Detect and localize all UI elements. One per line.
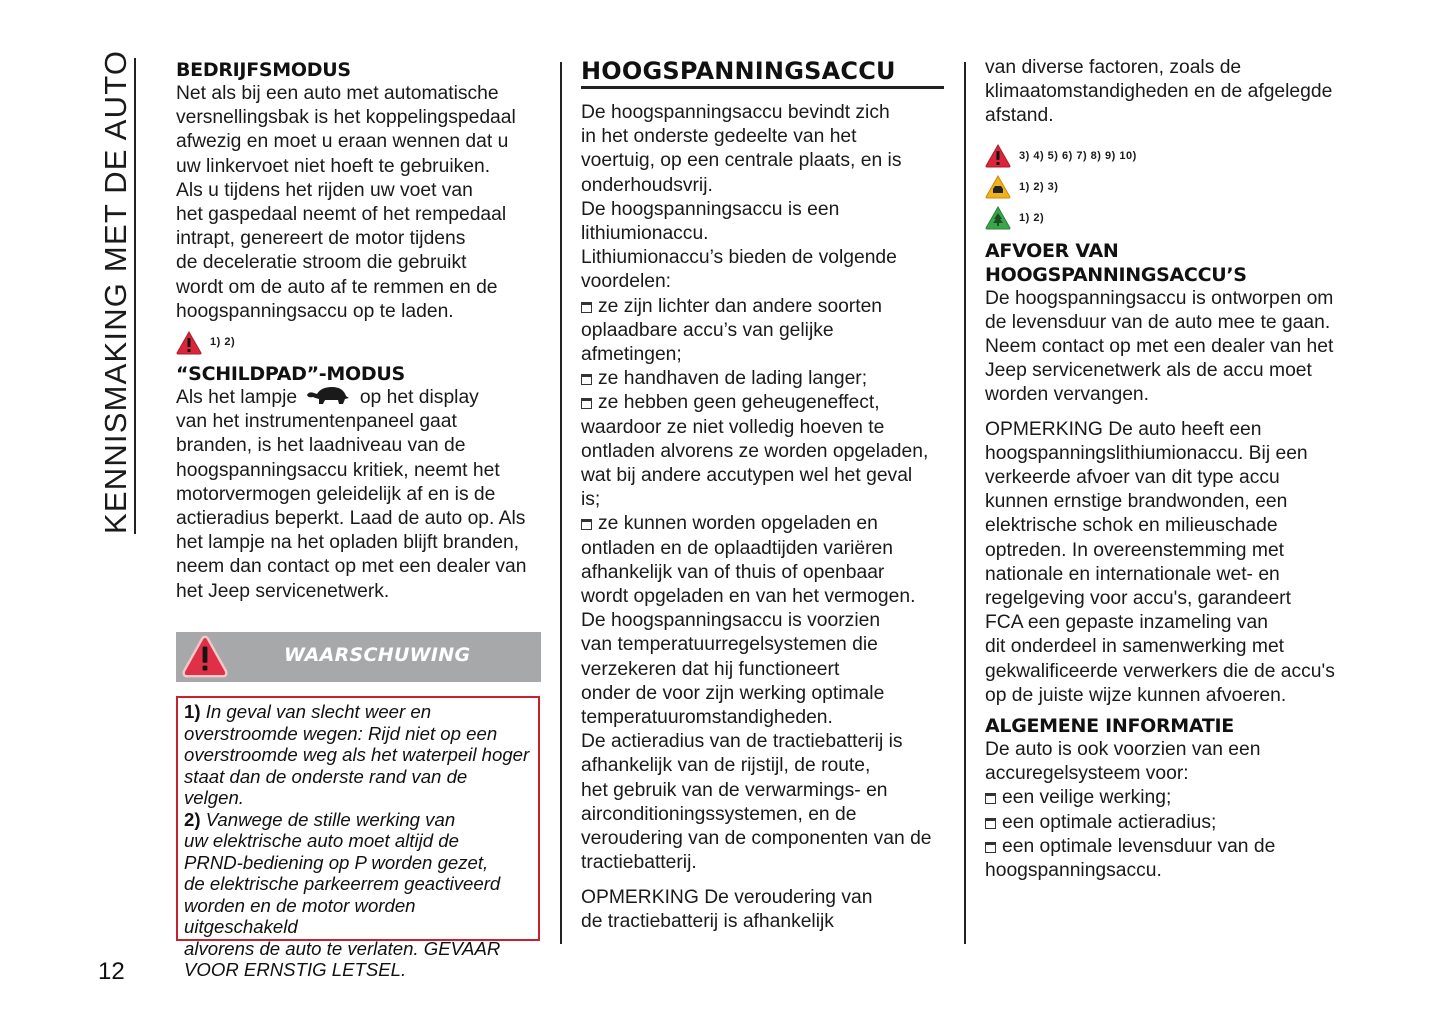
list-item bbox=[581, 391, 946, 415]
spacer bbox=[985, 408, 1353, 418]
column-2 bbox=[581, 56, 946, 934]
text-line: uw linkervoet niet hoeft te gebruiken. bbox=[176, 155, 491, 177]
text-line: VOOR ERNSTIG LETSEL. bbox=[184, 959, 407, 980]
square-bullet-icon bbox=[581, 302, 592, 313]
text-fragment: ze kunnen worden opgeladen en bbox=[598, 513, 878, 535]
text-line: tractiebatterij. bbox=[581, 852, 697, 874]
text-line: De auto is ook voorzien van een bbox=[985, 739, 1261, 761]
text-line: PRND-bediening op P worden gezet, bbox=[184, 851, 489, 873]
paragraph-schildpad bbox=[176, 386, 548, 604]
text-line: afhankelijk van de rijstijl, de route, bbox=[581, 755, 871, 777]
text-line: Net als bij een auto met automatische bbox=[176, 83, 499, 104]
text-line: actieradius beperkt. Laad de auto op. Als bbox=[176, 508, 526, 530]
text-line: accuregelsysteem voor: bbox=[985, 763, 1189, 785]
text-line: neem dan contact op met een dealer van bbox=[176, 556, 527, 578]
paragraph-temperature bbox=[581, 609, 946, 730]
text-line: regelgeving voor accu's, garandeert bbox=[985, 588, 1291, 610]
warning-item-number: 2) bbox=[184, 808, 201, 830]
text-line: het Jeep servicenetwerk. bbox=[176, 580, 390, 602]
text-line: motorvermogen geleidelijk af en is de bbox=[176, 483, 496, 505]
warning-header bbox=[176, 632, 541, 682]
text-line: intrapt, genereert de motor tijdens bbox=[176, 228, 466, 250]
text-fragment: een optimale actieradius; bbox=[1002, 811, 1217, 833]
text-line bbox=[176, 386, 548, 410]
text-fragment: Vanwege de stille werking van bbox=[205, 808, 456, 830]
warning-label: WAARSCHUWING bbox=[284, 644, 471, 666]
text-line: worden vervangen. bbox=[985, 384, 1149, 406]
text-line: de elektrische parkeerrem geactiveerd bbox=[184, 873, 501, 894]
text-line: afstand. bbox=[985, 105, 1054, 127]
list-item bbox=[581, 295, 946, 319]
square-bullet-icon bbox=[581, 398, 592, 409]
chapter-side-title bbox=[98, 49, 136, 534]
reference-numbers: 3) 4) 5) 6) 7) 8) 9) 10) bbox=[1019, 150, 1137, 162]
list-item bbox=[985, 811, 1353, 835]
advantages-list bbox=[581, 295, 946, 610]
list-item bbox=[985, 786, 1353, 810]
text-line: afhankelijk van of thuis of openbaar bbox=[581, 561, 885, 583]
text-line: de levensduur van de auto mee te gaan. bbox=[985, 311, 1331, 333]
vehicle-caution-icon bbox=[985, 175, 1011, 199]
text-line: De hoogspanningsaccu is ontworpen om bbox=[985, 287, 1334, 309]
text-line: elektrische schok en milieuschade bbox=[985, 515, 1278, 537]
text-line: het lampje na het opladen blijft branden, bbox=[176, 532, 520, 554]
text-line: uw elektrische auto moet altijd de bbox=[184, 830, 459, 851]
page-number: 12 bbox=[98, 958, 125, 985]
text-line: alvorens de auto te verlaten. GEVAAR bbox=[184, 937, 501, 959]
chapter-title-text: KENNISMAKING MET DE AUTO bbox=[98, 49, 133, 534]
text-fragment: Als het lampje bbox=[176, 387, 298, 409]
list-item bbox=[985, 835, 1353, 859]
text-line: nationale en internationale wet- en bbox=[985, 563, 1280, 585]
reference-row-environment bbox=[985, 203, 1353, 234]
text-line: airconditioningssystemen, en de bbox=[581, 803, 857, 825]
text-line: temperatuuromstandigheden. bbox=[581, 707, 833, 729]
reference-row-danger bbox=[985, 141, 1353, 172]
text-line: FCA een gepaste inzameling van bbox=[985, 612, 1268, 634]
text-line: optreden. In overeenstemming met bbox=[985, 539, 1285, 561]
text-line: wat bij andere accutypen wel het geval bbox=[581, 465, 913, 487]
text-line: hoogspanningsaccu op te laden. bbox=[176, 300, 454, 322]
reference-row-caution bbox=[985, 172, 1353, 203]
text-line: De hoogspanningsaccu is voorzien bbox=[581, 610, 881, 632]
paragraph-type bbox=[581, 198, 946, 246]
paragraph-location bbox=[581, 101, 946, 198]
column-divider bbox=[964, 62, 966, 944]
text-line: voordelen: bbox=[581, 271, 672, 293]
text-line: het gebruik van de verwarmings- en bbox=[581, 779, 888, 801]
note-disposal bbox=[985, 418, 1353, 708]
text-line: ontladen en de oplaadtijden variëren bbox=[581, 537, 893, 559]
column-3 bbox=[985, 56, 1353, 883]
warning-reference-row bbox=[176, 327, 548, 358]
reference-numbers: 1) 2) 3) bbox=[1019, 181, 1059, 193]
danger-warning-icon bbox=[985, 144, 1011, 168]
warning-item-number: 1) bbox=[184, 701, 201, 722]
spacer bbox=[581, 876, 946, 886]
column-divider bbox=[560, 62, 562, 944]
text-line: gekwalificeerde verwerkers die de accu's bbox=[985, 660, 1335, 682]
text-line: klimaatomstandigheden en de afgelegde bbox=[985, 81, 1333, 103]
section-heading-afvoer bbox=[985, 239, 1353, 287]
section-heading-hoogspanningsaccu: HOOGSPANNINGSACCU bbox=[581, 56, 944, 89]
text-fragment: een veilige werking; bbox=[1002, 787, 1172, 809]
warning-item-2 bbox=[184, 809, 532, 831]
text-line: Neem contact op met een dealer van het bbox=[985, 336, 1334, 358]
text-line: ontladen alvorens ze worden opgeladen, bbox=[581, 440, 929, 462]
section-heading-bedrijfsmodus: BEDRIJFSMODUS bbox=[176, 59, 351, 81]
text-line: afmetingen; bbox=[581, 344, 682, 366]
paragraph-continued bbox=[985, 56, 1353, 129]
text-line: De hoogspanningsaccu bevindt zich bbox=[581, 102, 890, 123]
text-line: De actieradius van de tractiebatterij is bbox=[581, 731, 903, 753]
text-line: branden, is het laadniveau van de bbox=[176, 435, 466, 457]
paragraph-bedrijfsmodus bbox=[176, 82, 548, 324]
reference-numbers: 1) 2) bbox=[1019, 212, 1045, 224]
text-fragment: een optimale levensduur van de bbox=[1002, 835, 1276, 857]
text-fragment: In geval van slecht weer en bbox=[205, 701, 432, 722]
text-line: veroudering van de componenten van de bbox=[581, 828, 932, 850]
text-line: overstroomde wegen: Rijd niet op een bbox=[184, 722, 498, 744]
section-heading-schildpad: “SCHILDPAD”-MODUS bbox=[176, 363, 405, 386]
text-line: De hoogspanningsaccu is een bbox=[581, 198, 840, 220]
text-line: voertuig, op een centrale plaats, en is bbox=[581, 150, 902, 172]
text-line: onder de voor zijn werking optimale bbox=[581, 682, 885, 704]
list-item bbox=[581, 512, 946, 536]
environment-icon bbox=[985, 206, 1011, 230]
text-line: worden en de motor worden uitgeschakeld bbox=[184, 894, 416, 937]
danger-warning-icon bbox=[181, 634, 229, 680]
text-line: wordt opgeladen en van het vermogen. bbox=[581, 586, 916, 608]
text-line: afwezig en moet u eraan wennen dat u bbox=[176, 131, 509, 153]
text-fragment: ze zijn lichter dan andere soorten bbox=[598, 295, 883, 317]
warning-box bbox=[176, 696, 540, 980]
text-line: waardoor ze niet volledig hoeven te bbox=[581, 416, 885, 438]
text-line: van het instrumentenpaneel gaat bbox=[176, 411, 457, 433]
text-line: wordt om de auto af te remmen en de bbox=[176, 276, 498, 298]
column-1 bbox=[176, 56, 548, 604]
text-fragment: op het display bbox=[359, 387, 479, 409]
text-fragment: ze handhaven de lading langer; bbox=[598, 368, 868, 390]
reference-numbers: 1) 2) bbox=[210, 336, 236, 349]
text-line: overstroomde weg als het waterpeil hoger bbox=[184, 744, 530, 765]
text-fragment: ze hebben geen geheugeneffect, bbox=[598, 392, 880, 414]
text-line: Jeep servicenetwerk als de accu moet bbox=[985, 360, 1312, 382]
paragraph-advantages-intro bbox=[581, 246, 946, 294]
text-line: van diverse factoren, zoals de bbox=[985, 57, 1242, 78]
text-line: oplaadbare accu’s van gelijke bbox=[581, 319, 834, 341]
text-line: OPMERKING De veroudering van bbox=[581, 886, 873, 908]
text-line: hoogspanningsaccu kritiek, neemt het bbox=[176, 459, 500, 481]
square-bullet-icon bbox=[985, 818, 996, 829]
text-line: verkeerde afvoer van dit type accu bbox=[985, 467, 1280, 489]
heading-line: AFVOER VAN bbox=[985, 239, 1119, 262]
turtle-icon bbox=[305, 386, 351, 406]
list-item bbox=[581, 367, 946, 391]
text-line: de deceleratie stroom die gebruikt bbox=[176, 252, 467, 274]
text-line: het gaspedaal neemt of het rempedaal bbox=[176, 204, 507, 226]
text-line: Als u tijdens het rijden uw voet van bbox=[176, 179, 473, 201]
text-line: onderhoudsvrij. bbox=[581, 174, 713, 196]
text-line: verzekeren dat hij functioneert bbox=[581, 658, 840, 680]
paragraph-range bbox=[581, 730, 946, 875]
text-line: staat dan de onderste rand van de velgen. bbox=[184, 765, 468, 808]
text-line: de tractiebatterij is afhankelijk bbox=[581, 910, 834, 932]
text-line: hoogspanningsaccu. bbox=[985, 860, 1162, 882]
text-line: hoogspanningslithiumionaccu. Bij een bbox=[985, 442, 1308, 464]
spacer bbox=[985, 129, 1353, 141]
square-bullet-icon bbox=[581, 374, 592, 385]
square-bullet-icon bbox=[581, 519, 592, 530]
text-line: Lithiumionaccu’s bieden de volgende bbox=[581, 247, 897, 269]
heading-line: HOOGSPANNINGSACCU’S bbox=[985, 263, 1247, 286]
text-line: in het onderste gedeelte van het bbox=[581, 126, 857, 148]
text-line: op de juiste wijze kunnen afvoeren. bbox=[985, 684, 1287, 706]
warning-item-1 bbox=[184, 701, 532, 723]
section-heading-algemeen: ALGEMENE INFORMATIE bbox=[985, 715, 1234, 738]
paragraph-lifetime bbox=[985, 287, 1353, 408]
text-line: lithiumionaccu. bbox=[581, 223, 709, 245]
square-bullet-icon bbox=[985, 842, 996, 853]
text-line: OPMERKING De auto heeft een bbox=[985, 418, 1262, 440]
text-line: versnellingsbak is het koppelingspedaal bbox=[176, 107, 516, 129]
paragraph-general bbox=[985, 738, 1353, 883]
note-ageing bbox=[581, 886, 946, 934]
text-line: kunnen ernstige brandwonden, een bbox=[985, 491, 1288, 513]
danger-warning-icon bbox=[176, 331, 202, 355]
text-line: dit onderdeel in samenwerking met bbox=[985, 636, 1285, 658]
text-line: is; bbox=[581, 489, 601, 511]
square-bullet-icon bbox=[985, 793, 996, 804]
text-line: van temperatuurregelsystemen die bbox=[581, 634, 878, 656]
